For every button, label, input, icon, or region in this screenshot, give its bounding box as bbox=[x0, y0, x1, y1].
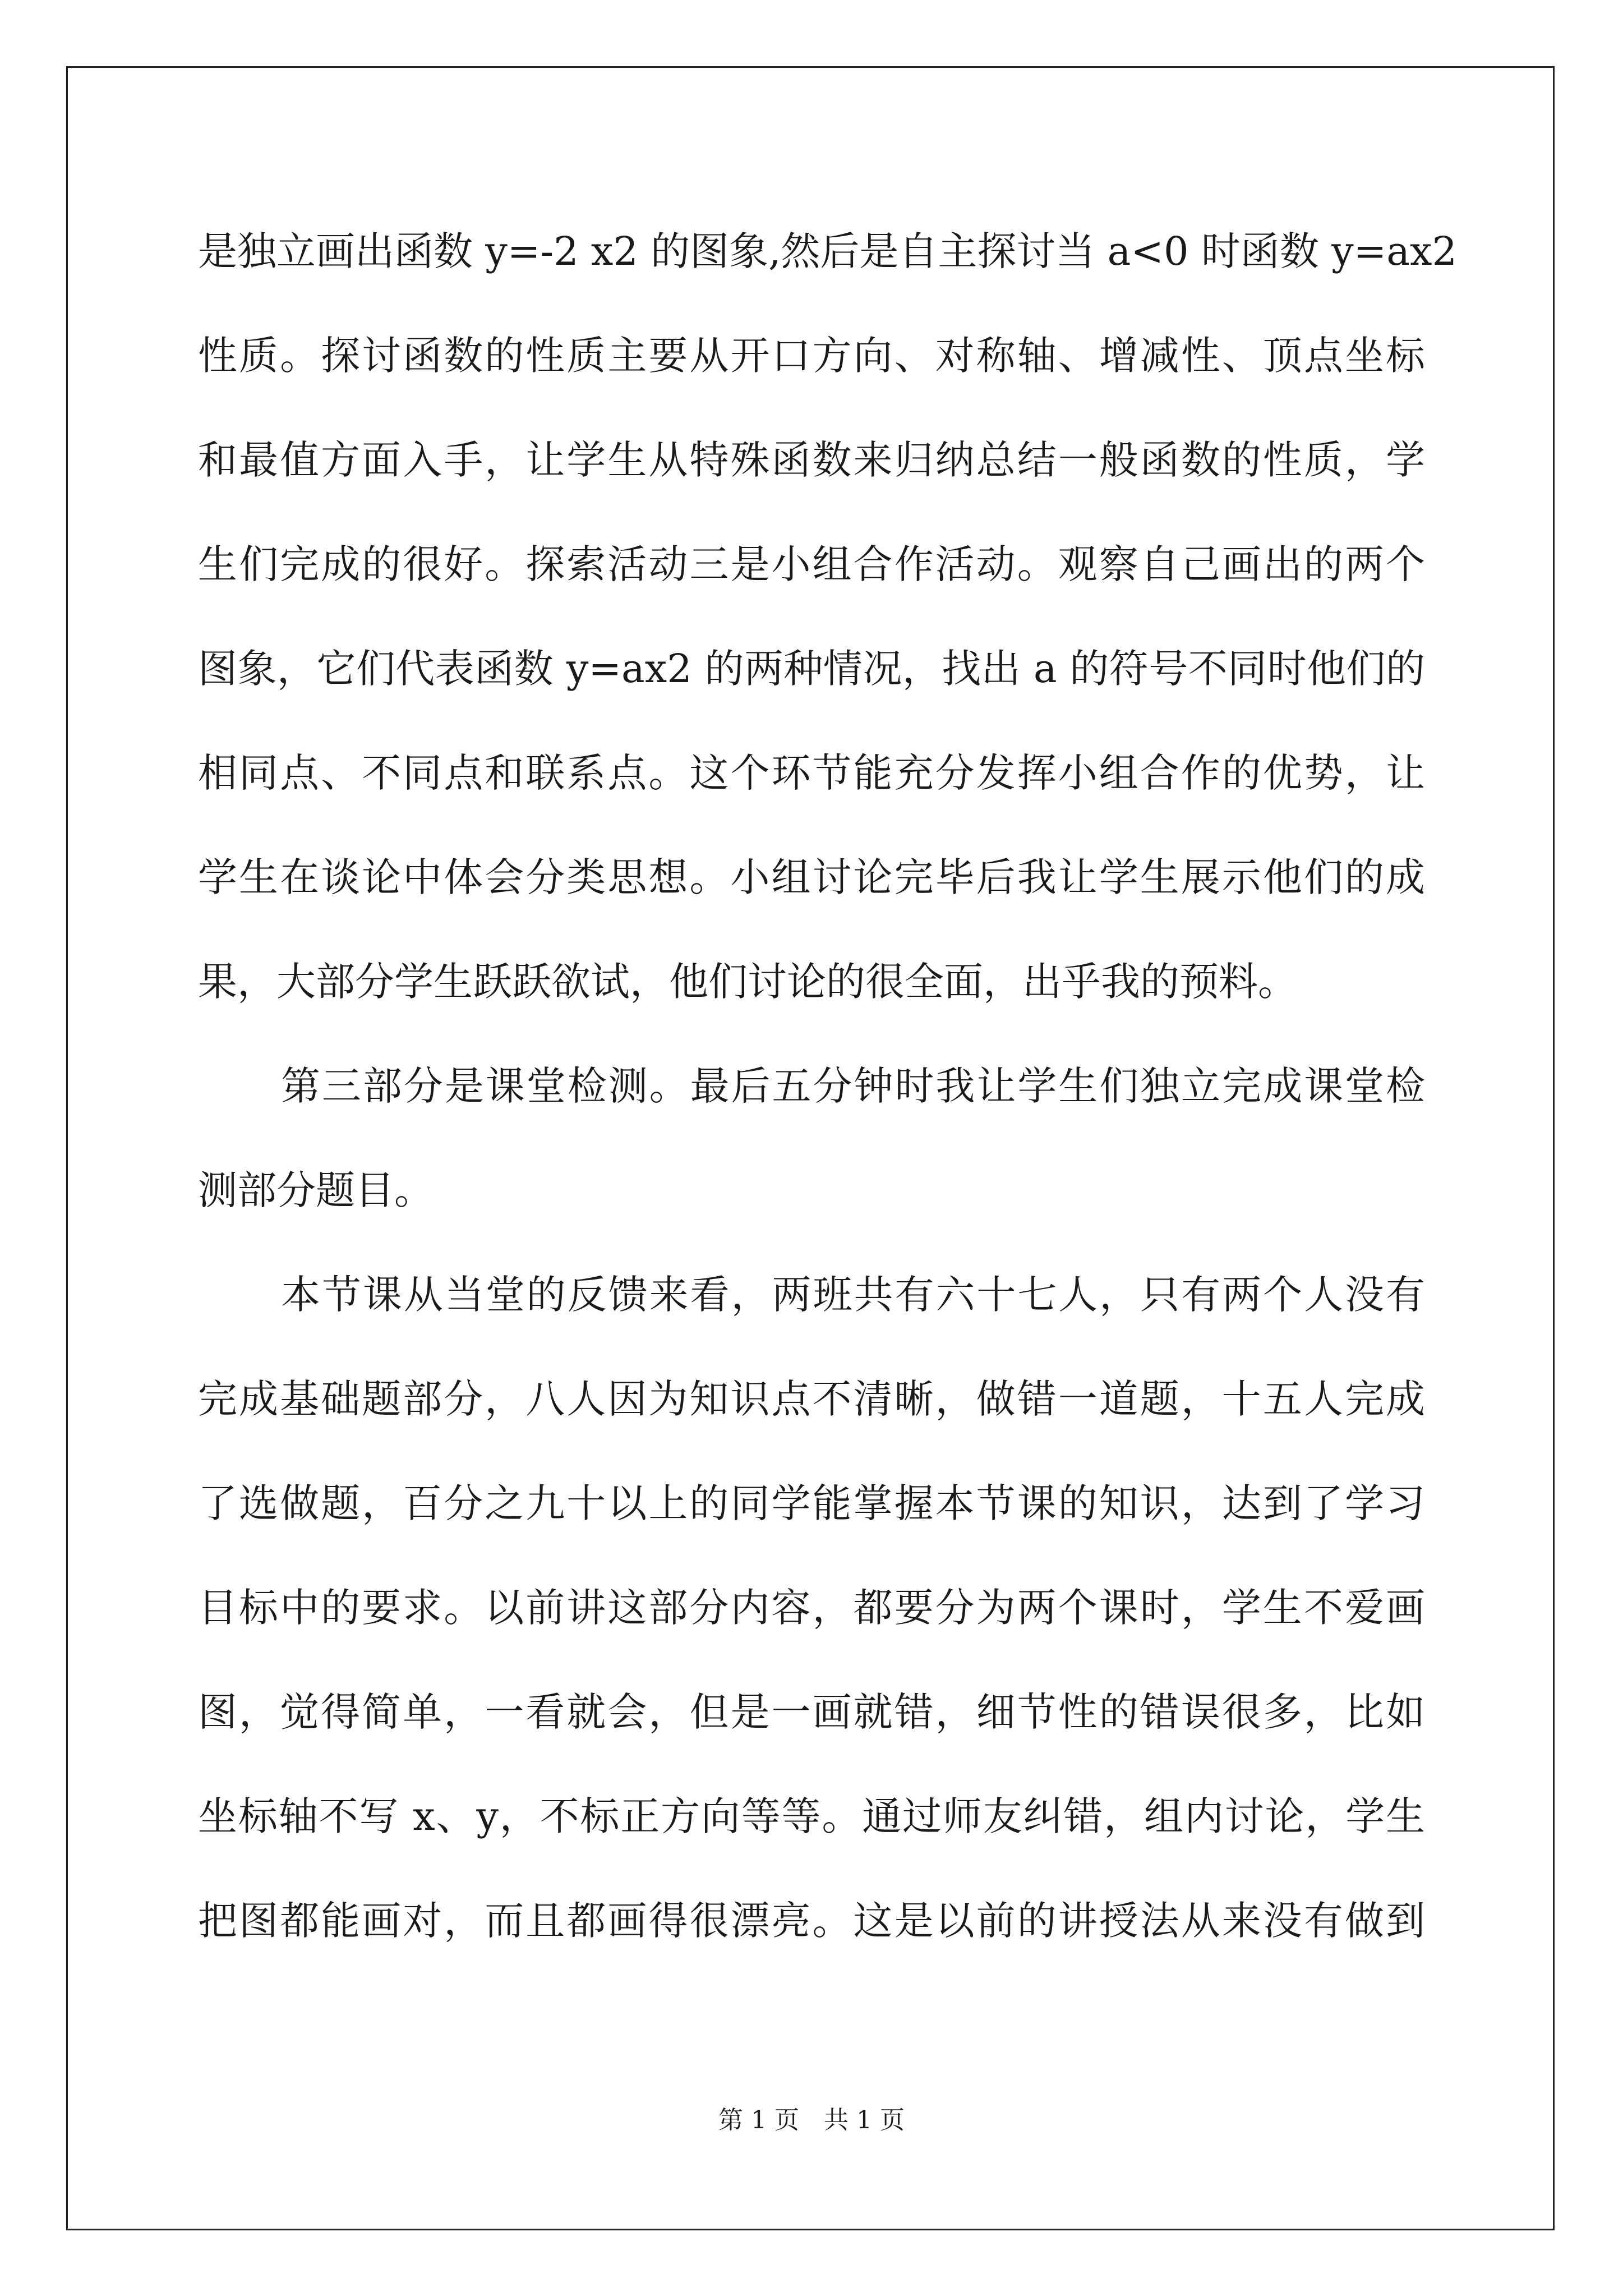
text-line: 坐标轴不写 x、y，不标正方向等等。通过师友纠错，组内讨论，学生 bbox=[198, 1793, 1425, 1839]
text-line: 了选做题，百分之九十以上的同学能掌握本节课的知识，达到了学习 bbox=[198, 1480, 1425, 1526]
text-line: 测部分题目。 bbox=[198, 1167, 434, 1213]
text-line: 是独立画出函数 y=-2 x2 的图象,然后是自主探讨当 a<0 时函数 y=ax2 bbox=[198, 228, 1458, 274]
text-line: 图象，它们代表函数 y=ax2 的两种情况，找出 a 的符号不同时他们的 bbox=[198, 646, 1425, 692]
text-line: 果，大部分学生跃跃欲试，他们讨论的很全面，出乎我的预料。 bbox=[198, 959, 1297, 1005]
text-line: 把图都能画对，而且都画得很漂亮。这是以前的讲授法从来没有做到 bbox=[198, 1898, 1425, 1944]
document-body bbox=[198, 218, 1458, 1991]
text-line: 完成基础题部分，八人因为知识点不清晰，做错一道题，十五人完成 bbox=[198, 1376, 1425, 1422]
text-line: 和最值方面入手，让学生从特殊函数来归纳总结一般函数的性质，学 bbox=[198, 437, 1425, 483]
text-line: 生们完成的很好。探索活动三是小组合作活动。观察自己画出的两个 bbox=[198, 541, 1425, 587]
text-line: 图，觉得简单，一看就会，但是一画就错，细节性的错误很多，比如 bbox=[198, 1689, 1425, 1735]
paragraph-start-line: 第三部分是课堂检测。最后五分钟时我让学生们独立完成课堂检 bbox=[281, 1063, 1425, 1109]
page-footer: 第 1 页 共 1 页 bbox=[718, 2106, 905, 2134]
paragraph-start-line: 本节课从当堂的反馈来看，两班共有六十七人，只有两个人没有 bbox=[281, 1272, 1425, 1318]
text-line: 性质。探讨函数的性质主要从开口方向、对称轴、增减性、顶点坐标 bbox=[198, 333, 1425, 379]
text-line: 目标中的要求。以前讲这部分内容，都要分为两个课时，学生不爱画 bbox=[198, 1585, 1425, 1631]
text-line: 学生在谈论中体会分类思想。小组讨论完毕后我让学生展示他们的成 bbox=[198, 854, 1425, 900]
text-line: 相同点、不同点和联系点。这个环节能充分发挥小组合作的优势，让 bbox=[198, 750, 1425, 796]
